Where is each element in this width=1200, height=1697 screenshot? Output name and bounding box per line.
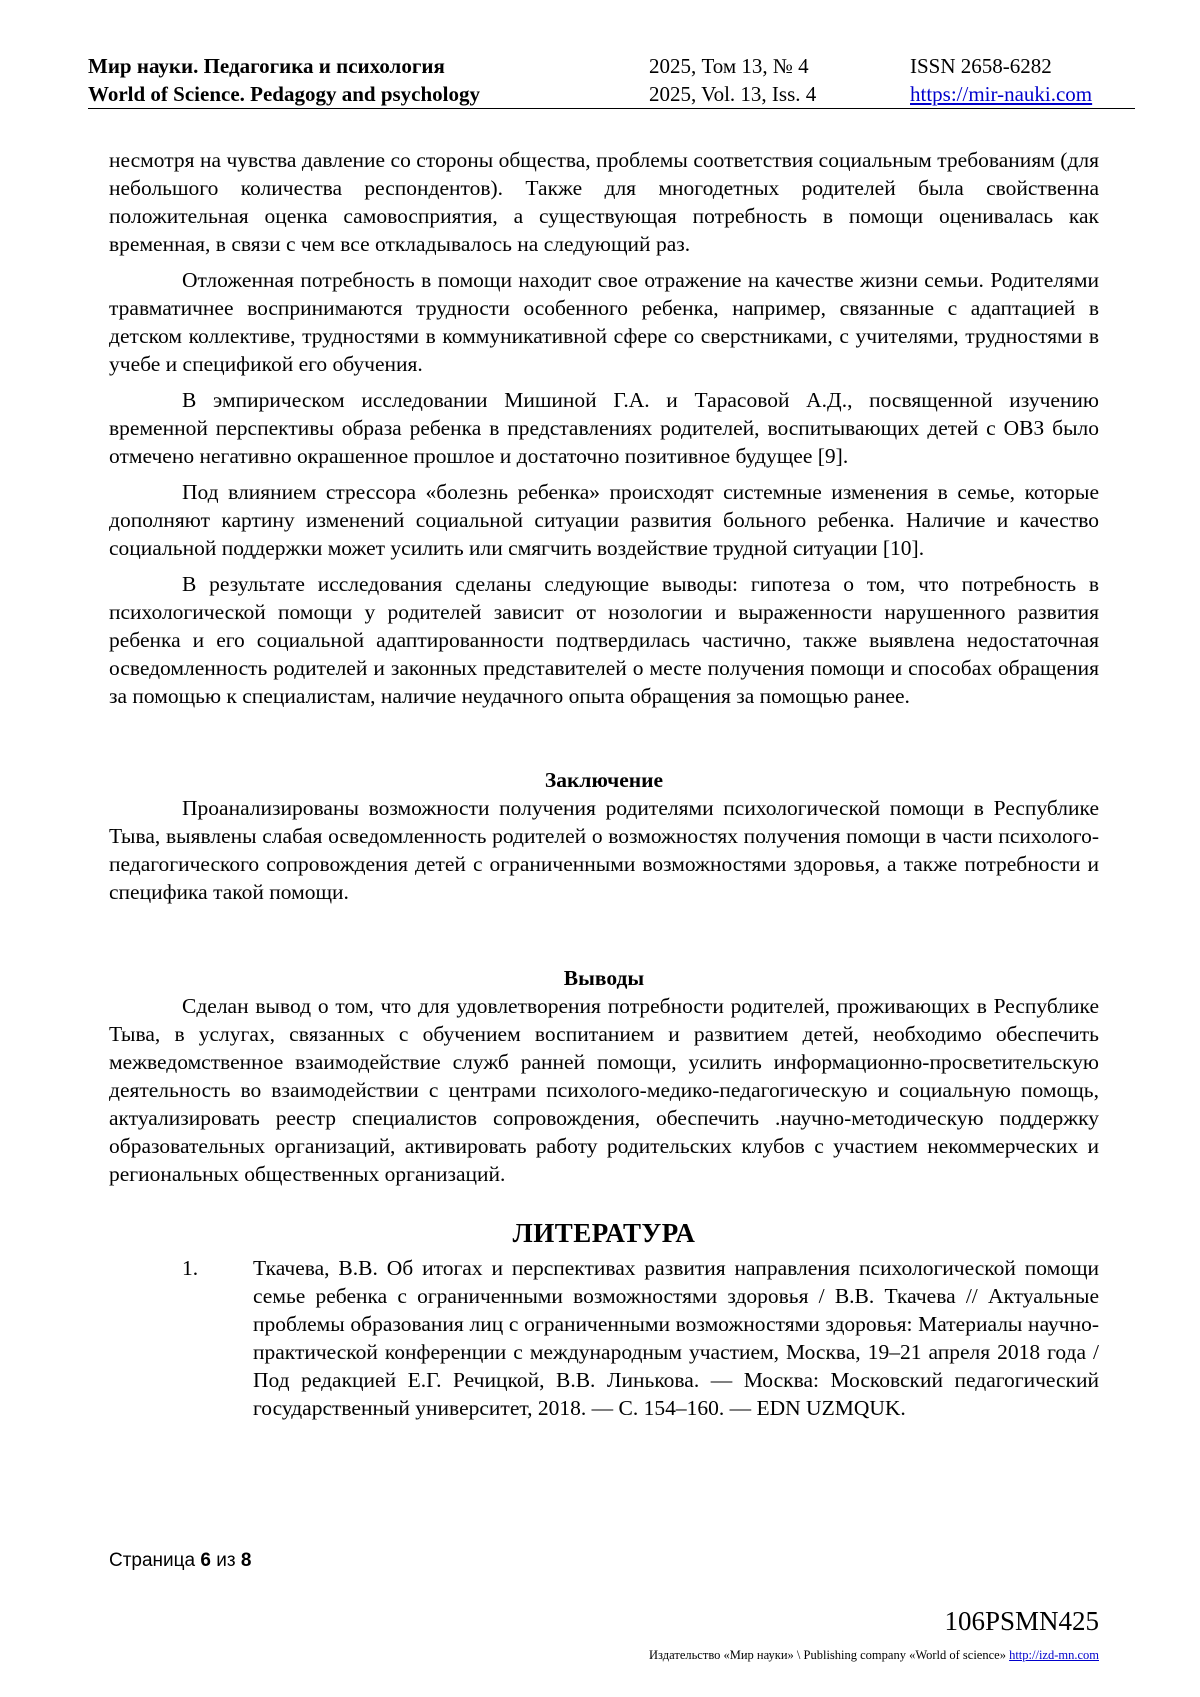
issue-block xyxy=(649,52,816,108)
paragraph-2: Отложенная потребность в помощи находит свое отражение на качестве жизни семьи. Родителями травматичнее воспринимаются трудности особенного ребенка, например, связанные с адаптацией в детском коллективе, трудностями в коммуникативной сфере со сверстниками, с учителями, трудностями в учебе и спецификой его обучения. xyxy=(109,268,1099,376)
conclusion-heading: Заключение xyxy=(544,768,664,792)
journal-title-en: World of Science. Pedagogy and psychology xyxy=(88,82,481,106)
publisher-text: Издательство «Мир науки» \ Publishing company «World of science» xyxy=(649,1648,1006,1662)
issue-ru: 2025, Том 13, № 4 xyxy=(649,54,809,78)
findings-text: Сделан вывод о том, что для удовлетворения потребности родителей, проживающих в Республике Тыва, в услугах, связанных с обучением воспитанием и развитием детей, необходимо обеспечить межведомственное взаимодействие служб ранней помощи, усилить информационно-просветительскую деятельность во взаимодействии с центрами психолого-медико-педагогическую и социальную помощь, актуализировать реестр специалистов сопровождения, обеспечить .научно-методическую поддержку образовательных организаций, активировать работу родительских клубов с участием некоммерческих и региональных общественных организаций. xyxy=(109,994,1099,1186)
issn: ISSN 2658-6282 xyxy=(910,54,1052,78)
paragraph-3: В эмпирическом исследовании Мишиной Г.А. и Тарасовой А.Д., посвященной изучению временной перспективы образа ребенка в представлениях родителей, воспитывающих детей с ОВЗ было отмечено негативно окрашенное прошлое и достаточно позитивное будущее [9]. xyxy=(109,388,1099,468)
reference-number: 1. xyxy=(182,1256,199,1280)
conclusion-text: Проанализированы возможности получения родителями психологической помощи в Республике Тыва, выявлены слабая осведомленность родителей о возможностях получения помощи в части психолого-педагогического сопровождения детей с ограниченными возможностями здоровья, а также потребности и специфика такой помощи. xyxy=(109,796,1099,904)
references-heading: ЛИТЕРАТУРА xyxy=(512,1218,696,1248)
page-of: из xyxy=(216,1550,236,1571)
issue-en: 2025, Vol. 13, Iss. 4 xyxy=(649,82,817,106)
page-total: 8 xyxy=(240,1550,252,1571)
journal-header xyxy=(88,52,1135,109)
article-id: 106PSMN425 xyxy=(944,1606,1099,1636)
page-label: Страница xyxy=(109,1550,196,1571)
paragraph-1: несмотря на чувства давление со стороны общества, проблемы соответствия социальным требованиям (для небольшого количества респондентов). Также для многодетных родителей была свойственна положительная оценка самовосприятия, а существующая потребность в помощи оценивалась как временная, в связи с чем все откладывалось на следующий раз. xyxy=(109,148,1099,256)
page-current: 6 xyxy=(200,1550,211,1571)
journal-url-link[interactable]: https://mir-nauki.com xyxy=(910,82,1093,106)
reference-text: Ткачева, В.В. Об итогах и перспективах развития направления психологической помощи семье ребенка с ограниченными возможностями здоровья / В.В. Ткачева // Актуальные проблемы образования лиц с ограниченными возможностями здоровья: Материалы научно-практической конференции с международным участием, Москва, 19–21 апреля 2018 года / Под редакцией Е.Г. Речицкой, В.В. Линькова. — Москва: Московский педагогический государственный университет, 2018. — С. 154–160. — EDN UZMQUK. xyxy=(253,1256,1099,1420)
publisher-url-link[interactable]: http://izd-mn.com xyxy=(1009,1648,1099,1662)
issn-block xyxy=(910,52,1092,108)
findings-heading: Выводы xyxy=(563,966,645,990)
reference-item xyxy=(109,1254,1099,1422)
paragraph-5: В результате исследования сделаны следующие выводы: гипотеза о том, что потребность в психологической помощи у родителей зависит от нозологии и выраженности нарушенного развития ребенка и его социальной адаптированности подтвердилась частично, также выявлена недостаточная осведомленность родителей и законных представителей о месте получения помощи и способах обращения за помощью к специалистам, наличие неудачного опыта обращения за помощью ранее. xyxy=(109,572,1099,708)
page-counter xyxy=(109,1550,251,1572)
journal-title-block xyxy=(88,52,480,108)
publisher-line xyxy=(649,1648,1099,1663)
paragraph-4: Под влиянием стрессора «болезнь ребенка» происходят системные изменения в семье, которые дополняют картину изменений социальной ситуации развития больного ребенка. Наличие и качество социальной поддержки может усилить или смягчить воздействие трудной ситуации [10]. xyxy=(109,480,1099,560)
journal-title-ru: Мир науки. Педагогика и психология xyxy=(88,54,445,78)
article-body xyxy=(109,146,1099,1422)
